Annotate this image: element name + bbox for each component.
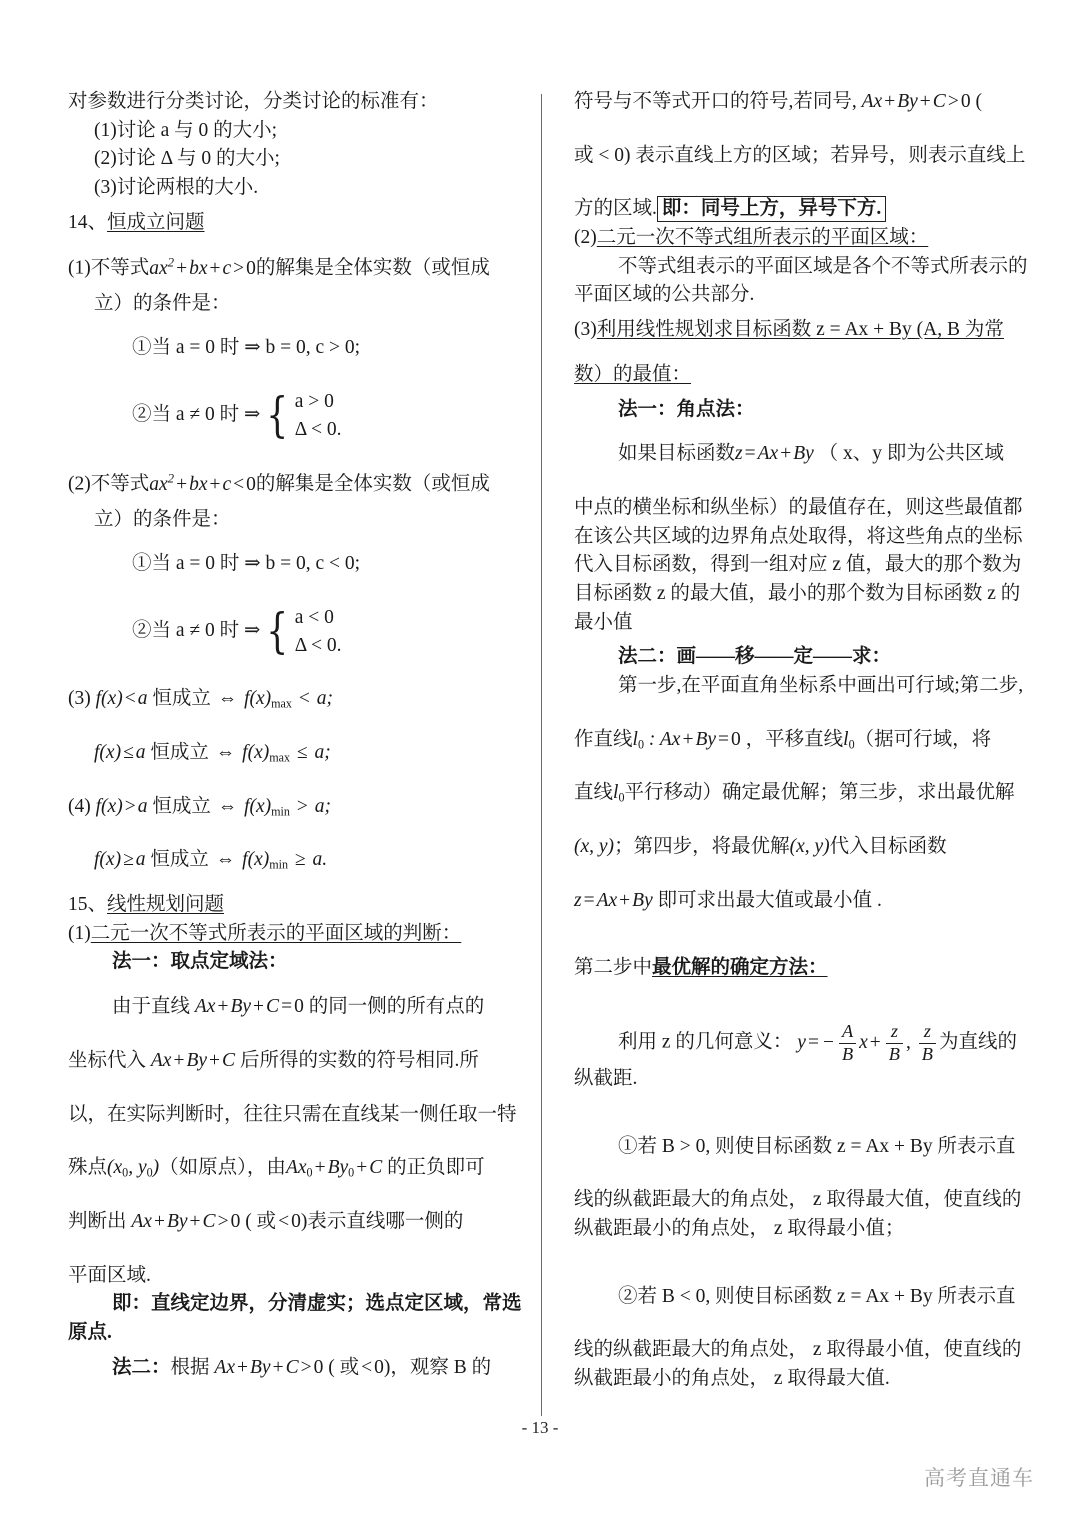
s15-p3: 以，在实际判断时，往往只需在直线某一侧任取一特 (68, 1103, 517, 1125)
left-column (68, 88, 538, 1382)
r-step2-heading (574, 954, 1044, 982)
s14-item4-label: (4) (68, 795, 91, 817)
s14-item1-tail: 的解集是全体实数（或恒成 (255, 257, 490, 279)
r-m2-p3-l0: $l_0$ (613, 782, 625, 805)
section-14-number: 14、 (68, 211, 108, 233)
r-m2-p2 (574, 726, 1044, 754)
s14-item4-a-expr: f(x) > a 恒成立 ⇔ $f(x)_{min} > a$; (95, 795, 331, 819)
s15-p1-a: 由于直线 (112, 996, 191, 1018)
r-m2-p3 (574, 779, 1044, 807)
s14-item1-case1 (68, 334, 538, 362)
r-m2-p2-expr: $l_0$ : Ax + By = 0 (632, 728, 741, 752)
r-cont-line3 (574, 195, 1044, 223)
s15-p4 (68, 1154, 538, 1182)
s14-item1-line2 (68, 290, 538, 318)
s15-method2-title: 法二： (112, 1356, 171, 1378)
fraction-z-over-B-2: $\frac{z}{B}$ (919, 1022, 936, 1064)
s15-p5-expr: Ax + By + C > 0 ( 或 < 0) (131, 1210, 308, 1232)
r-cont-expr: Ax + By + C > 0 ( (861, 91, 982, 112)
r-item2-label: (2) (574, 227, 597, 249)
two-column-body (0, 88, 1080, 1394)
r-cont-a: 符号与不等式开口的符号,若同号, (574, 91, 857, 112)
r-m1-p1-b: （ x、y 即为公共区域 (818, 443, 1004, 465)
r-m2-p3-b: 平行移动）确定最优解；第三步，求出最优解 (624, 782, 1015, 804)
s14-item1-tail2: 立）的条件是： (94, 292, 231, 314)
r-cont-line1 (574, 88, 1044, 116)
r-m2-p5 (574, 887, 1044, 915)
r-geo-b: 为直线的 (938, 1031, 1017, 1053)
r-item2-heading (574, 224, 1044, 252)
r-m2-p4-point: (x, y) (574, 836, 615, 858)
r-m2-p2-a: 作直线 (574, 728, 633, 750)
r-m1-p4: 代入目标函数，得到一组对应 z 值，最大的那个数为 (574, 554, 1022, 576)
criteria-1-text: (1)讨论 a 与 0 的大小; (94, 119, 278, 141)
r-geo-a: 利用 z 的几何意义： (618, 1031, 793, 1053)
s14-item2-lead: (2)不等式 (68, 473, 150, 495)
s15-p4-b: （如原点），由 (159, 1157, 286, 1179)
criteria-item-3 (68, 174, 538, 202)
s14-item3-b-expr: f(x) ≤ a 恒成立 ⇔ $f(x)_{max} \le a$; (94, 742, 331, 765)
s15-p1-b: 的同一侧的所有点的 (308, 996, 485, 1018)
s14-item2-brace-system (262, 604, 341, 659)
s14-item2-case2 (68, 604, 538, 659)
s14-item2-tail2: 立）的条件是： (94, 508, 231, 530)
section-15-heading (68, 891, 538, 919)
r-m1-p5: 目标函数 z 的最大值，最小的那个数为目标函数 z 的 (574, 582, 1021, 604)
r-method2-heading (574, 643, 1044, 671)
criteria-item-2 (68, 145, 538, 173)
r-geo-tail: 纵截距. (574, 1067, 638, 1089)
s14-item2-line1 (68, 469, 538, 498)
r-step2-lead: 第二步中 (574, 957, 653, 979)
r-method1-title: 法一：角点法： (618, 398, 755, 420)
criteria-2-text: (2)讨论 Δ 与 0 的大小; (94, 148, 280, 170)
r-case1-a-text: ①若 B > 0, 则使目标函数 z = Ax + By 所表示直 (618, 1135, 1016, 1157)
r-case2-a-text: ②若 B < 0, 则使目标函数 z = Ax + By 所表示直 (618, 1285, 1016, 1307)
page-number: - 13 - (521, 1418, 559, 1437)
r-method1-heading (574, 396, 1044, 424)
s15-conclusion-b-text: 原点. (68, 1321, 112, 1343)
s15-conclusion-a-text: 即：直线定边界，分清虚实；选点定区域，常选 (112, 1293, 522, 1315)
section-14-heading (68, 209, 538, 237)
s15-method1-title: 法一：取点定域法： (112, 951, 288, 973)
r-method2-title: 法二：画——移——定——求： (618, 646, 892, 668)
s15-p1-expr: Ax + By + C = 0 (194, 996, 304, 1018)
s14-item4-b (68, 846, 538, 874)
r-geo-line (574, 1022, 1044, 1064)
r-m1-p2: 中点的横坐标和纵坐标）的最值存在，则这些最值都 (574, 496, 1023, 518)
s15-item1-heading (68, 920, 538, 948)
s15-conclusion-a (68, 1290, 538, 1318)
r-m1-p1 (574, 440, 1044, 468)
intro-line: 对参数进行分类讨论，分类讨论的标准有： (68, 91, 439, 112)
s15-p5-a: 判断出 (68, 1210, 127, 1232)
s14-item2-case2-row-1: a < 0 (294, 606, 334, 628)
r-item3-heading-a (574, 316, 1044, 344)
left-brace-glyph: { (266, 604, 289, 660)
section-14-title: 恒成立问题 (107, 211, 205, 233)
r-m2-p5-expr: z = Ax + By (574, 889, 653, 911)
s14-item4-b-expr: f(x) ≥ a 恒成立 ⇔ $f(x)_{min} \ge a$. (94, 849, 328, 872)
s14-item3-a-expr: f(x) < a 恒成立 ⇔ $f(x)_{max} < a$; (95, 688, 333, 711)
s14-item3-b (68, 739, 538, 767)
s14-item2-line2 (68, 506, 538, 534)
fraction-A-over-B: $\frac{A}{B}$ (839, 1022, 856, 1064)
criteria-3-text: (3)讨论两根的大小. (94, 177, 259, 199)
r-geo-formula: y = − $\frac{A}{B}$ x + $\frac{z}{B}$ , $\frac{z}{B}$ (797, 1032, 939, 1053)
r-m2-p2-l0: $l_0$ (843, 728, 855, 752)
s14-item1-lead: (1)不等式 (68, 257, 150, 279)
r-case1-b: 线的纵截距最大的角点处， z 取得最大值，使直线的 (574, 1189, 1022, 1211)
r-m1-p1-a: 如果目标函数 (618, 443, 736, 465)
s14-item1-case1-text: ①当 a = 0 时 ⇒ b = 0, c > 0; (132, 337, 361, 359)
r-m2-p2-c: （据可行域，将 (854, 728, 992, 750)
boxed-note: 即：同号上方，异号下方. (657, 196, 886, 222)
s15-p2-b: 后所得的实数的符号相同.所 (239, 1049, 479, 1071)
s15-method2-b: ，观察 B 的 (390, 1356, 492, 1378)
s15-item1-label: (1) (68, 922, 91, 944)
s14-item2-case2-text: ②当 a ≠ 0 时 ⇒ (132, 620, 261, 642)
r-item2-title: 二元一次不等式组所表示的平面区域： (596, 227, 929, 249)
r-m2-p4-point2: (x, y) (789, 836, 830, 858)
r-m2-p4-b: 代入目标函数 (829, 836, 947, 858)
s15-p4-a: 殊点 (68, 1157, 108, 1179)
s15-p1 (68, 993, 538, 1021)
r-case2-b: 线的纵截距最大的角点处， z 取得最小值，使直线的 (574, 1339, 1022, 1361)
r-case1-a (574, 1133, 1044, 1161)
r-item3-heading-b (574, 361, 1044, 389)
r-m2-p4 (574, 833, 1044, 861)
r-cont-line2: 或 < 0) 表示直线上方的区域；若异号，则表示直线上 (574, 144, 1026, 166)
s14-item1-case2-row-2: Δ < 0. (294, 418, 342, 440)
s15-p5-b: 表示直线哪一侧的 (307, 1210, 464, 1232)
s14-item2-case1 (68, 550, 538, 578)
section-15-number: 15、 (68, 894, 108, 916)
s15-conclusion-b (68, 1319, 538, 1347)
s15-p2-a: 坐标代入 (68, 1049, 147, 1071)
s15-p5 (68, 1208, 538, 1236)
s15-p6: 平面区域. (68, 1264, 151, 1286)
r-case2-a (574, 1283, 1044, 1311)
s15-method1-heading (68, 948, 538, 976)
s14-item2-case1-text: ①当 a = 0 时 ⇒ b = 0, c < 0; (132, 553, 361, 575)
s14-item2-tail: 的解集是全体实数（或恒成 (255, 473, 490, 495)
r-m2-p3-a: 直线 (574, 782, 614, 804)
s15-method2-expr: Ax + By + C > 0 ( 或 < 0) (214, 1356, 391, 1378)
r-m1-p3: 在该公共区域的边界角点处取得，将这些角点的坐标 (574, 525, 1023, 547)
r-m2-p4-a: ；第四步，将最优解 (614, 836, 790, 858)
fraction-z-over-B-1: $\frac{z}{B}$ (886, 1022, 903, 1064)
s15-item1-title: 二元一次不等式所表示的平面区域的判断： (90, 922, 462, 944)
s14-item1-expr: $ax^2$ + bx + c > 0 (149, 255, 256, 279)
s14-item1-case2-row-1: a > 0 (294, 391, 334, 412)
criteria-item-1 (68, 117, 538, 145)
r-m1-p1-expr: z = Ax + By (735, 443, 814, 465)
s15-p2-expr: Ax + By + C (150, 1049, 236, 1071)
s14-item1-line1 (68, 253, 538, 282)
s15-p4-c: 的正负即可 (387, 1157, 485, 1179)
r-item3-title-b: 数）的最值： (574, 363, 692, 385)
s15-method2-a: 根据 (170, 1356, 210, 1378)
r-m2-p1: 第一步,在平面直角坐标系中画出可行域;第二步, (618, 675, 1024, 696)
s14-item1-case2 (68, 388, 538, 443)
s15-p4-expr: $Ax_0 + By_0 + C$ (285, 1157, 383, 1180)
s14-item4-a (68, 793, 538, 821)
s15-method2-line (68, 1354, 538, 1382)
s14-item2-case2-row-2: Δ < 0. (294, 634, 342, 656)
s14-item3-label: (3) (68, 688, 91, 710)
section-15-title: 线性规划问题 (107, 894, 225, 916)
r-item2-p2: 平面区域的公共部分. (574, 284, 755, 306)
r-case1-c: 纵截距最小的角点处， z 取得最小值； (574, 1218, 905, 1240)
r-item3-label: (3) (574, 319, 597, 341)
r-item2-p1: 不等式组表示的平面区域是各个不等式所表示的 (618, 255, 1028, 277)
r-m2-p5-b: 即可求出最大值或最小值 . (657, 889, 882, 911)
watermark-text: 高考直通车 (924, 1467, 1034, 1490)
r-item3-title-a: 利用线性规划求目标函数 z = Ax + By (A, B 为常 (596, 319, 1004, 341)
s14-item1-brace-system (262, 388, 341, 443)
s15-p4-point: ($x_0$, $y_0$) (107, 1157, 160, 1180)
r-m1-p6: 最小值 (574, 611, 633, 633)
r-step2-title: 最优解的确定方法： (652, 957, 828, 979)
s14-item2-expr: $ax^2$ + bx + c < 0 (149, 471, 256, 495)
s14-item3-a (68, 685, 538, 713)
r-case2-c: 纵截距最小的角点处， z 取得最大值. (574, 1368, 890, 1390)
r-m2-p2-b: ，平移直线 (745, 728, 844, 750)
s14-item1-case2-text: ②当 a ≠ 0 时 ⇒ (132, 404, 261, 426)
s15-p2 (68, 1047, 538, 1075)
left-brace-glyph: { (266, 388, 289, 444)
right-column (574, 88, 1044, 1394)
r-cont-c: 方的区域. (574, 198, 657, 220)
